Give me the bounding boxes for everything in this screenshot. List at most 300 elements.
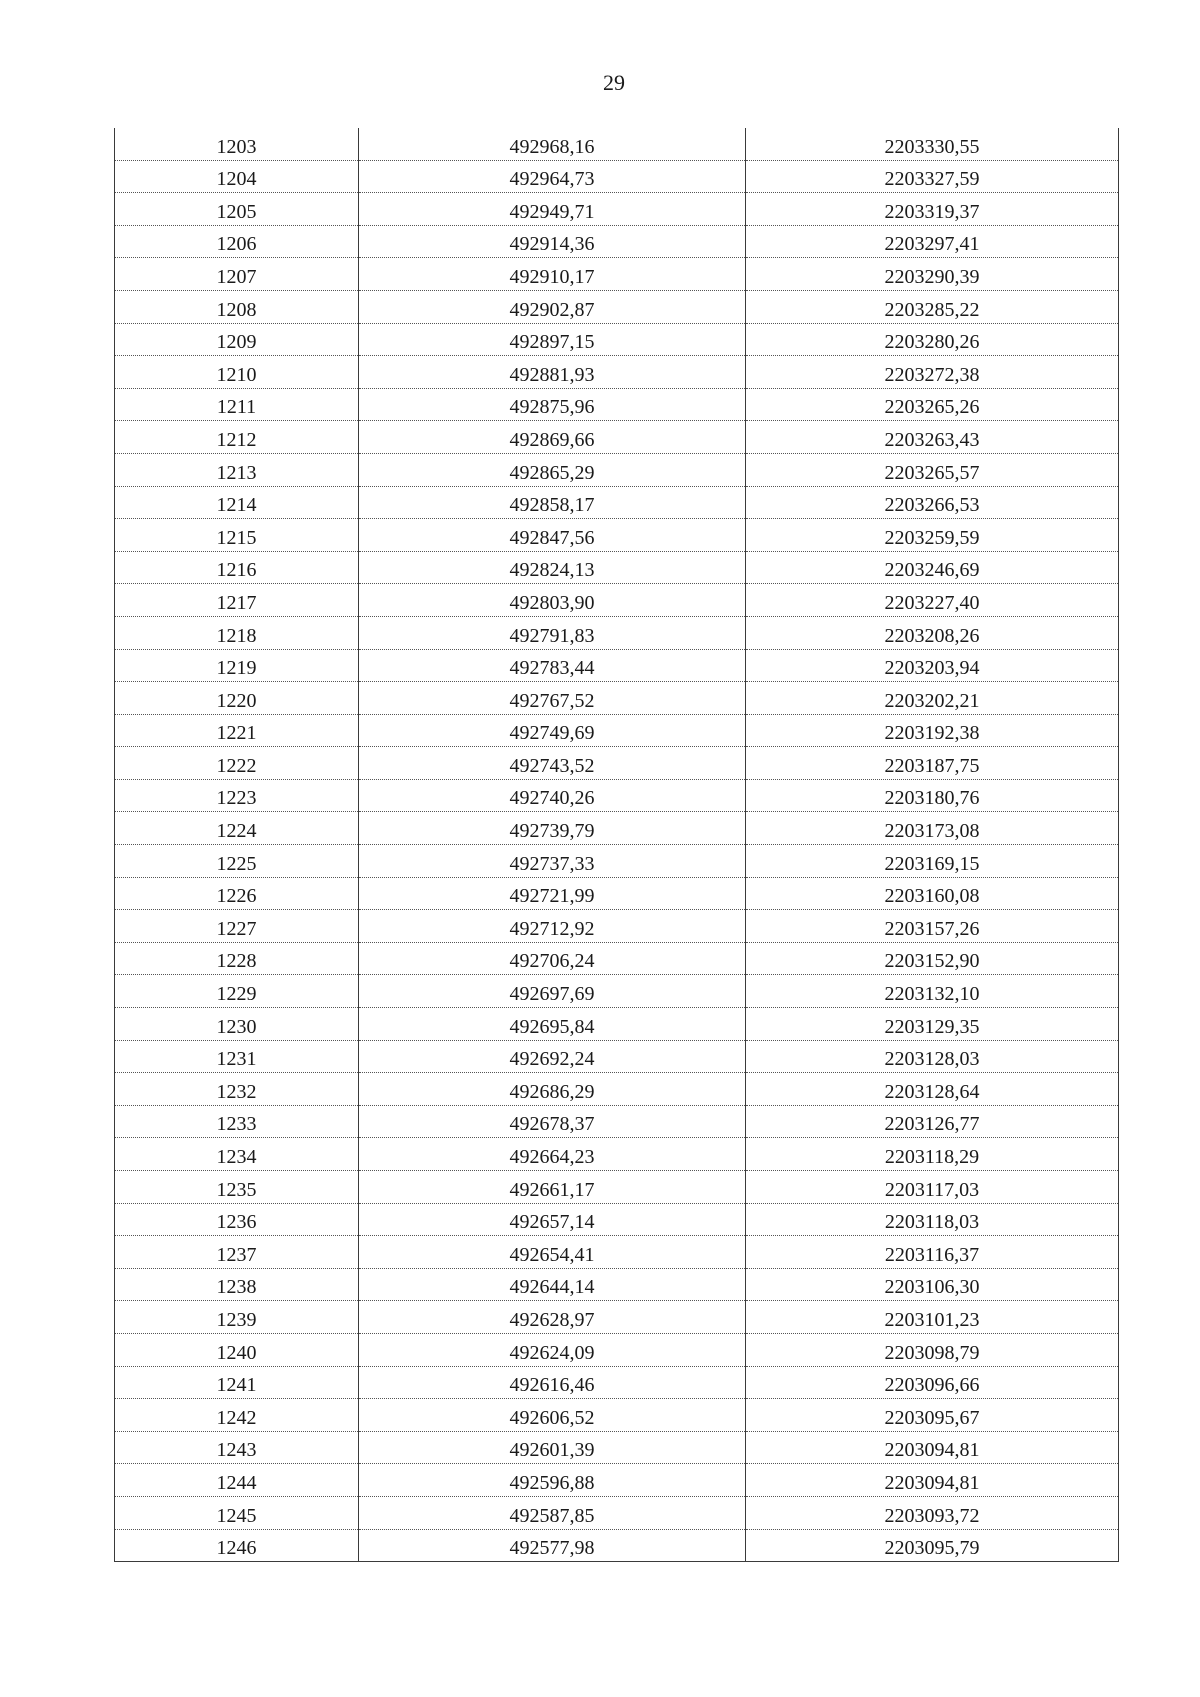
point-number-cell xyxy=(115,975,359,1008)
x-coordinate-cell xyxy=(359,975,746,1008)
y-coordinate-cell xyxy=(746,1301,1119,1334)
y-coordinate-cell xyxy=(746,877,1119,910)
x-coordinate-cell-text: 492749,69 xyxy=(509,722,595,745)
y-coordinate-cell-text: 2203128,03 xyxy=(884,1048,980,1071)
y-coordinate-cell-text: 2203180,76 xyxy=(884,787,980,810)
point-number-cell xyxy=(115,1301,359,1334)
point-number-cell-text: 1225 xyxy=(216,852,257,875)
table-row xyxy=(115,649,1119,682)
table-row xyxy=(115,486,1119,519)
x-coordinate-cell-text: 492783,44 xyxy=(509,657,595,680)
point-number-cell xyxy=(115,1431,359,1464)
y-coordinate-cell-text: 2203272,38 xyxy=(884,363,980,386)
point-number-cell-text: 1243 xyxy=(216,1439,257,1462)
y-coordinate-cell xyxy=(746,519,1119,552)
x-coordinate-cell-text: 492624,09 xyxy=(509,1341,595,1364)
point-number-cell xyxy=(115,747,359,780)
point-number-cell-text: 1244 xyxy=(216,1471,257,1494)
point-number-cell xyxy=(115,1105,359,1138)
x-coordinate-cell xyxy=(359,1529,746,1562)
x-coordinate-cell-text: 492695,84 xyxy=(509,1015,595,1038)
table-row xyxy=(115,1040,1119,1073)
y-coordinate-cell xyxy=(746,258,1119,291)
x-coordinate-cell xyxy=(359,910,746,943)
y-coordinate-cell-text: 2203106,30 xyxy=(884,1276,980,1299)
y-coordinate-cell-text: 2203157,26 xyxy=(884,917,980,940)
point-number-cell-text: 1229 xyxy=(216,983,257,1006)
point-number-cell xyxy=(115,1138,359,1171)
y-coordinate-cell xyxy=(746,1366,1119,1399)
point-number-cell-text: 1217 xyxy=(216,591,257,614)
y-coordinate-cell-text: 2203094,81 xyxy=(884,1439,980,1462)
x-coordinate-cell xyxy=(359,1138,746,1171)
point-number-cell xyxy=(115,845,359,878)
point-number-cell xyxy=(115,1008,359,1041)
point-number-cell-text: 1242 xyxy=(216,1406,257,1429)
point-number-cell xyxy=(115,421,359,454)
y-coordinate-cell-text: 2203095,79 xyxy=(884,1537,980,1560)
x-coordinate-cell-text: 492914,36 xyxy=(509,233,595,256)
table-row xyxy=(115,551,1119,584)
y-coordinate-cell xyxy=(746,942,1119,975)
y-coordinate-cell xyxy=(746,1464,1119,1497)
table-row xyxy=(115,453,1119,486)
table-row xyxy=(115,160,1119,193)
point-number-cell-text: 1246 xyxy=(216,1537,257,1560)
point-number-cell-text: 1210 xyxy=(216,363,257,386)
point-number-cell xyxy=(115,812,359,845)
y-coordinate-cell-text: 2203187,75 xyxy=(884,754,980,777)
table-row xyxy=(115,584,1119,617)
point-number-cell-text: 1223 xyxy=(216,787,257,810)
y-coordinate-cell-text: 2203094,81 xyxy=(884,1471,980,1494)
point-number-cell xyxy=(115,193,359,226)
point-number-cell xyxy=(115,649,359,682)
x-coordinate-cell xyxy=(359,584,746,617)
page-number: 29 xyxy=(603,70,625,95)
point-number-cell xyxy=(115,682,359,715)
x-coordinate-cell-text: 492678,37 xyxy=(509,1113,595,1136)
x-coordinate-cell-text: 492949,71 xyxy=(509,200,595,223)
x-coordinate-cell xyxy=(359,486,746,519)
point-number-cell-text: 1220 xyxy=(216,689,257,712)
x-coordinate-cell xyxy=(359,845,746,878)
point-number-cell-text: 1226 xyxy=(216,885,257,908)
x-coordinate-cell-text: 492587,85 xyxy=(509,1504,595,1527)
point-number-cell xyxy=(115,1399,359,1432)
y-coordinate-cell xyxy=(746,649,1119,682)
y-coordinate-cell xyxy=(746,1073,1119,1106)
y-coordinate-cell-text: 2203118,29 xyxy=(884,1146,980,1168)
point-number-cell-text: 1239 xyxy=(216,1308,257,1331)
table-row xyxy=(115,421,1119,454)
y-coordinate-cell-text: 2203169,15 xyxy=(884,852,980,875)
x-coordinate-cell-text: 492616,46 xyxy=(509,1374,595,1397)
x-coordinate-cell-text: 492577,98 xyxy=(509,1537,595,1560)
table-row xyxy=(115,1464,1119,1497)
table-row xyxy=(115,193,1119,226)
x-coordinate-cell-text: 492847,56 xyxy=(509,526,595,549)
y-coordinate-cell-text: 2203101,23 xyxy=(884,1308,980,1331)
y-coordinate-cell xyxy=(746,845,1119,878)
x-coordinate-cell xyxy=(359,682,746,715)
x-coordinate-cell-text: 492968,16 xyxy=(509,135,595,158)
point-number-cell-text: 1228 xyxy=(216,950,257,973)
table-row xyxy=(115,1529,1119,1562)
point-number-cell-text: 1213 xyxy=(216,461,257,484)
y-coordinate-cell-text: 2203129,35 xyxy=(884,1015,980,1038)
x-coordinate-cell-text: 492664,23 xyxy=(509,1146,595,1168)
x-coordinate-cell xyxy=(359,290,746,323)
x-coordinate-cell xyxy=(359,453,746,486)
point-number-cell-text: 1212 xyxy=(216,428,257,451)
table-row xyxy=(115,323,1119,356)
y-coordinate-cell-text: 2203280,26 xyxy=(884,331,980,354)
x-coordinate-cell xyxy=(359,258,746,291)
x-coordinate-cell-text: 492644,14 xyxy=(509,1276,595,1299)
x-coordinate-cell xyxy=(359,877,746,910)
point-number-cell-text: 1232 xyxy=(216,1080,257,1103)
y-coordinate-cell xyxy=(746,356,1119,389)
y-coordinate-cell xyxy=(746,1529,1119,1562)
table-row xyxy=(115,128,1119,160)
table-row xyxy=(115,1008,1119,1041)
y-coordinate-cell-text: 2203117,03 xyxy=(884,1178,980,1201)
x-coordinate-cell xyxy=(359,356,746,389)
point-number-cell-text: 1205 xyxy=(216,200,257,223)
x-coordinate-cell xyxy=(359,1171,746,1204)
x-coordinate-cell-text: 492743,52 xyxy=(509,754,595,777)
point-number-cell xyxy=(115,551,359,584)
x-coordinate-cell-text: 492737,33 xyxy=(509,852,595,875)
x-coordinate-cell-text: 492657,14 xyxy=(509,1211,595,1234)
y-coordinate-cell xyxy=(746,1431,1119,1464)
y-coordinate-cell-text: 2203297,41 xyxy=(884,233,980,256)
y-coordinate-cell-text: 2203330,55 xyxy=(884,135,980,158)
point-number-cell-text: 1241 xyxy=(216,1374,257,1397)
x-coordinate-cell-text: 492686,29 xyxy=(509,1080,595,1103)
y-coordinate-cell xyxy=(746,323,1119,356)
point-number-cell xyxy=(115,1366,359,1399)
x-coordinate-cell-text: 492803,90 xyxy=(509,591,595,614)
table-body xyxy=(115,128,1119,1562)
y-coordinate-cell xyxy=(746,1496,1119,1529)
x-coordinate-cell-text: 492739,79 xyxy=(509,820,595,843)
table-row xyxy=(115,290,1119,323)
point-number-cell xyxy=(115,1333,359,1366)
x-coordinate-cell-text: 492902,87 xyxy=(509,298,595,321)
point-number-cell xyxy=(115,258,359,291)
y-coordinate-cell xyxy=(746,160,1119,193)
point-number-cell xyxy=(115,1040,359,1073)
y-coordinate-cell-text: 2203160,08 xyxy=(884,885,980,908)
y-coordinate-cell xyxy=(746,1333,1119,1366)
x-coordinate-cell xyxy=(359,1073,746,1106)
point-number-cell-text: 1238 xyxy=(216,1276,257,1299)
y-coordinate-cell xyxy=(746,1105,1119,1138)
point-number-cell xyxy=(115,486,359,519)
point-number-cell xyxy=(115,225,359,258)
x-coordinate-cell xyxy=(359,779,746,812)
x-coordinate-cell xyxy=(359,519,746,552)
x-coordinate-cell xyxy=(359,388,746,421)
point-number-cell-text: 1231 xyxy=(216,1048,257,1071)
point-number-cell xyxy=(115,1496,359,1529)
point-number-cell xyxy=(115,942,359,975)
y-coordinate-cell-text: 2203203,94 xyxy=(884,657,980,680)
table-row xyxy=(115,1399,1119,1432)
table-row xyxy=(115,1203,1119,1236)
point-number-cell xyxy=(115,388,359,421)
x-coordinate-cell xyxy=(359,160,746,193)
x-coordinate-cell xyxy=(359,714,746,747)
point-number-cell-text: 1245 xyxy=(216,1504,257,1527)
point-number-cell-text: 1224 xyxy=(216,820,257,843)
y-coordinate-cell xyxy=(746,779,1119,812)
y-coordinate-cell-text: 2203265,57 xyxy=(884,461,980,484)
x-coordinate-cell xyxy=(359,1203,746,1236)
point-number-cell xyxy=(115,1171,359,1204)
point-number-cell-text: 1235 xyxy=(216,1178,257,1201)
point-number-cell-text: 1218 xyxy=(216,624,257,647)
x-coordinate-cell-text: 492596,88 xyxy=(509,1471,595,1494)
table-row xyxy=(115,1366,1119,1399)
table-row xyxy=(115,1431,1119,1464)
x-coordinate-cell xyxy=(359,1301,746,1334)
x-coordinate-cell xyxy=(359,1496,746,1529)
y-coordinate-cell xyxy=(746,1138,1119,1171)
table-row xyxy=(115,747,1119,780)
point-number-cell xyxy=(115,1203,359,1236)
point-number-cell xyxy=(115,616,359,649)
point-number-cell xyxy=(115,714,359,747)
table-row xyxy=(115,1105,1119,1138)
x-coordinate-cell xyxy=(359,225,746,258)
y-coordinate-cell xyxy=(746,1236,1119,1269)
y-coordinate-cell-text: 2203093,72 xyxy=(884,1504,980,1527)
x-coordinate-cell xyxy=(359,1431,746,1464)
y-coordinate-cell-text: 2203265,26 xyxy=(884,396,980,419)
x-coordinate-cell xyxy=(359,421,746,454)
point-number-cell-text: 1211 xyxy=(216,396,257,419)
x-coordinate-cell-text: 492740,26 xyxy=(509,787,595,810)
y-coordinate-cell xyxy=(746,682,1119,715)
y-coordinate-cell xyxy=(746,714,1119,747)
y-coordinate-cell xyxy=(746,290,1119,323)
x-coordinate-cell xyxy=(359,1105,746,1138)
table-row xyxy=(115,877,1119,910)
table-row xyxy=(115,519,1119,552)
x-coordinate-cell xyxy=(359,193,746,226)
x-coordinate-cell xyxy=(359,1040,746,1073)
x-coordinate-cell-text: 492697,69 xyxy=(509,983,595,1006)
y-coordinate-cell xyxy=(746,812,1119,845)
coordinates-table-container xyxy=(114,128,1118,1562)
point-number-cell xyxy=(115,584,359,617)
point-number-cell xyxy=(115,128,359,160)
x-coordinate-cell xyxy=(359,649,746,682)
y-coordinate-cell xyxy=(746,128,1119,160)
x-coordinate-cell xyxy=(359,747,746,780)
x-coordinate-cell-text: 492692,24 xyxy=(509,1048,595,1071)
table-row xyxy=(115,1171,1119,1204)
y-coordinate-cell xyxy=(746,1008,1119,1041)
y-coordinate-cell-text: 2203227,40 xyxy=(884,591,980,614)
table-row xyxy=(115,616,1119,649)
table-row xyxy=(115,1301,1119,1334)
y-coordinate-cell xyxy=(746,388,1119,421)
x-coordinate-cell-text: 492628,97 xyxy=(509,1308,595,1331)
point-number-cell-text: 1206 xyxy=(216,233,257,256)
y-coordinate-cell-text: 2203118,03 xyxy=(884,1211,980,1234)
point-number-cell-text: 1204 xyxy=(216,168,257,191)
x-coordinate-cell xyxy=(359,1399,746,1432)
table-row xyxy=(115,225,1119,258)
point-number-cell xyxy=(115,1268,359,1301)
y-coordinate-cell-text: 2203173,08 xyxy=(884,820,980,843)
point-number-cell-text: 1216 xyxy=(216,559,257,582)
y-coordinate-cell xyxy=(746,1203,1119,1236)
x-coordinate-cell-text: 492858,17 xyxy=(509,494,595,517)
x-coordinate-cell-text: 492791,83 xyxy=(509,624,595,647)
point-number-cell-text: 1215 xyxy=(216,526,257,549)
table-row xyxy=(115,975,1119,1008)
table-row xyxy=(115,258,1119,291)
y-coordinate-cell-text: 2203096,66 xyxy=(884,1374,980,1397)
point-number-cell-text: 1237 xyxy=(216,1243,257,1266)
point-number-cell-text: 1233 xyxy=(216,1113,257,1136)
x-coordinate-cell-text: 492910,17 xyxy=(509,265,595,288)
y-coordinate-cell-text: 2203285,22 xyxy=(884,298,980,321)
point-number-cell xyxy=(115,1073,359,1106)
y-coordinate-cell xyxy=(746,225,1119,258)
point-number-cell-text: 1214 xyxy=(216,494,257,517)
x-coordinate-cell xyxy=(359,128,746,160)
table-row xyxy=(115,388,1119,421)
table-row xyxy=(115,812,1119,845)
table-row xyxy=(115,845,1119,878)
coordinates-table xyxy=(114,128,1119,1562)
y-coordinate-cell xyxy=(746,616,1119,649)
x-coordinate-cell-text: 492865,29 xyxy=(509,461,595,484)
point-number-cell xyxy=(115,910,359,943)
y-coordinate-cell-text: 2203128,64 xyxy=(884,1080,980,1103)
y-coordinate-cell xyxy=(746,193,1119,226)
point-number-cell-text: 1222 xyxy=(216,754,257,777)
y-coordinate-cell xyxy=(746,421,1119,454)
x-coordinate-cell-text: 492654,41 xyxy=(509,1243,595,1266)
point-number-cell-text: 1208 xyxy=(216,298,257,321)
y-coordinate-cell-text: 2203290,39 xyxy=(884,265,980,288)
point-number-cell xyxy=(115,519,359,552)
y-coordinate-cell-text: 2203152,90 xyxy=(884,950,980,973)
x-coordinate-cell-text: 492869,66 xyxy=(509,428,595,451)
point-number-cell-text: 1240 xyxy=(216,1341,257,1364)
point-number-cell-text: 1219 xyxy=(216,657,257,680)
y-coordinate-cell-text: 2203132,10 xyxy=(884,983,980,1006)
table-row xyxy=(115,942,1119,975)
x-coordinate-cell xyxy=(359,1236,746,1269)
x-coordinate-cell xyxy=(359,942,746,975)
y-coordinate-cell xyxy=(746,1171,1119,1204)
y-coordinate-cell-text: 2203126,77 xyxy=(884,1113,980,1136)
y-coordinate-cell-text: 2203259,59 xyxy=(884,526,980,549)
point-number-cell-text: 1203 xyxy=(216,135,257,158)
table-row xyxy=(115,714,1119,747)
point-number-cell-text: 1230 xyxy=(216,1015,257,1038)
table-row xyxy=(115,1073,1119,1106)
y-coordinate-cell xyxy=(746,551,1119,584)
x-coordinate-cell-text: 492767,52 xyxy=(509,689,595,712)
y-coordinate-cell xyxy=(746,747,1119,780)
y-coordinate-cell-text: 2203319,37 xyxy=(884,200,980,223)
x-coordinate-cell xyxy=(359,1464,746,1497)
x-coordinate-cell-text: 492875,96 xyxy=(509,396,595,419)
x-coordinate-cell-text: 492706,24 xyxy=(509,950,595,973)
y-coordinate-cell-text: 2203327,59 xyxy=(884,168,980,191)
point-number-cell-text: 1209 xyxy=(216,331,257,354)
x-coordinate-cell-text: 492606,52 xyxy=(509,1406,595,1429)
point-number-cell xyxy=(115,356,359,389)
x-coordinate-cell-text: 492712,92 xyxy=(509,917,595,940)
y-coordinate-cell-text: 2203116,37 xyxy=(884,1243,980,1266)
x-coordinate-cell xyxy=(359,1366,746,1399)
y-coordinate-cell xyxy=(746,910,1119,943)
table-row xyxy=(115,910,1119,943)
x-coordinate-cell-text: 492964,73 xyxy=(509,168,595,191)
x-coordinate-cell-text: 492897,15 xyxy=(509,331,595,354)
x-coordinate-cell-text: 492881,93 xyxy=(509,363,595,386)
y-coordinate-cell xyxy=(746,1268,1119,1301)
point-number-cell-text: 1207 xyxy=(216,265,257,288)
x-coordinate-cell-text: 492824,13 xyxy=(509,559,595,582)
point-number-cell xyxy=(115,1464,359,1497)
point-number-cell xyxy=(115,453,359,486)
table-row xyxy=(115,1268,1119,1301)
point-number-cell xyxy=(115,1236,359,1269)
x-coordinate-cell xyxy=(359,1333,746,1366)
table-row xyxy=(115,682,1119,715)
point-number-cell-text: 1236 xyxy=(216,1211,257,1234)
point-number-cell xyxy=(115,290,359,323)
table-row xyxy=(115,1236,1119,1269)
y-coordinate-cell xyxy=(746,486,1119,519)
y-coordinate-cell xyxy=(746,975,1119,1008)
table-row xyxy=(115,1333,1119,1366)
x-coordinate-cell xyxy=(359,1268,746,1301)
y-coordinate-cell-text: 2203202,21 xyxy=(884,689,980,712)
y-coordinate-cell-text: 2203263,43 xyxy=(884,428,980,451)
x-coordinate-cell xyxy=(359,1008,746,1041)
point-number-cell xyxy=(115,160,359,193)
x-coordinate-cell-text: 492601,39 xyxy=(509,1439,595,1462)
y-coordinate-cell xyxy=(746,453,1119,486)
point-number-cell-text: 1234 xyxy=(216,1146,257,1168)
point-number-cell-text: 1221 xyxy=(216,722,257,745)
x-coordinate-cell xyxy=(359,812,746,845)
table-row xyxy=(115,779,1119,812)
point-number-cell-text: 1227 xyxy=(216,917,257,940)
x-coordinate-cell xyxy=(359,551,746,584)
x-coordinate-cell-text: 492661,17 xyxy=(509,1178,595,1201)
y-coordinate-cell xyxy=(746,1399,1119,1432)
table-row xyxy=(115,356,1119,389)
y-coordinate-cell-text: 2203246,69 xyxy=(884,559,980,582)
y-coordinate-cell-text: 2203095,67 xyxy=(884,1406,980,1429)
x-coordinate-cell-text: 492721,99 xyxy=(509,885,595,908)
y-coordinate-cell-text: 2203266,53 xyxy=(884,494,980,517)
point-number-cell xyxy=(115,877,359,910)
